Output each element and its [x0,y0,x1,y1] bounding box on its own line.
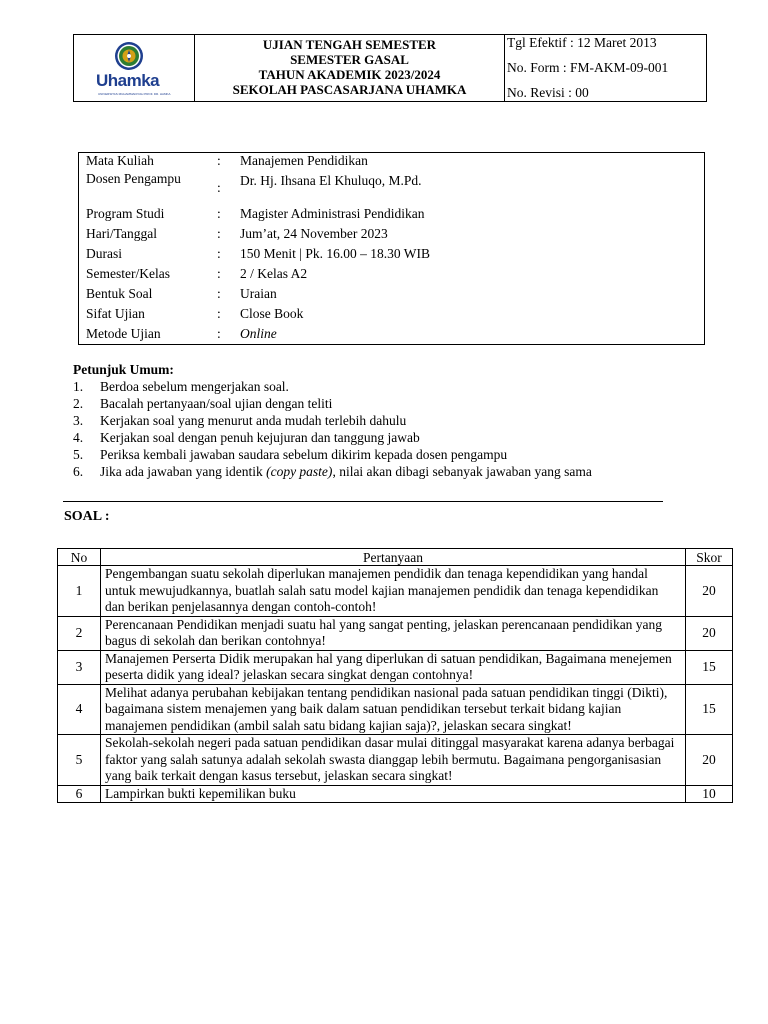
column-header-score: Skor [686,549,733,566]
table-row [58,785,733,803]
question-number: 3 [58,650,101,684]
course-info-value: 150 Menit | Pk. 16.00 – 18.30 WIB [240,246,430,261]
question-score: 15 [686,684,733,735]
question-score: 10 [686,785,733,803]
instruction-text: Periksa kembali jawaban saudara sebelum dikirim kepada dosen pengampu [100,447,508,462]
table-row [58,684,733,735]
instruction-text: Kerjakan soal dengan penuh kejujuran dan tanggung jawab [100,430,420,445]
instruction-number: 4. [73,430,84,445]
course-info-label: Semester/Kelas [86,266,170,281]
instruction-number: 6. [73,464,84,479]
instruction-text: Kerjakan soal yang menurut anda mudah terlebih dahulu [100,413,407,428]
course-info-value: Online [240,326,277,341]
instruction-number: 1. [73,379,84,394]
course-info-colon: : [217,246,221,261]
course-info-box [78,152,705,345]
copy-paste-emphasis: (copy paste) [266,464,333,479]
course-info-value: Manajemen Pendidikan [240,153,368,168]
instruction-number: 3. [73,413,84,428]
course-info-colon: : [217,206,221,221]
table-row [58,566,733,617]
course-info-colon: : [217,266,221,281]
question-text: Pengembangan suatu sekolah diperlukan manajemen pendidik dan tenaga kependidikan yang handal untuk mewujudkannya, buatlah salah satu model kajian manajemen pendidik dan tenaga kependidikan dan berikan penjelasannya dengan contoh-contoh! [101,566,686,617]
revision-number: No. Revisi : 00 [507,85,589,100]
course-info-label: Bentuk Soal [86,286,153,301]
course-info-label: Metode Ujian [86,326,161,341]
effective-date: Tgl Efektif : 12 Maret 2013 [507,35,657,50]
question-number: 5 [58,735,101,786]
questions-table [57,548,733,803]
course-info-colon: : [217,226,221,241]
question-text: Sekolah-sekolah negeri pada satuan pendidikan dasar mulai ditinggal masyarakat karena adanya berbagai faktor yang salah satunya adalah sekolah swasta dianggap lebih bermutu. Bagaimana pengorganisasian yang baik terkait dengan kasus tersebut, jelaskan secara singkat! [101,735,686,786]
school-name-line: SEKOLAH PASCASARJANA UHAMKA [232,82,467,97]
question-number: 1 [58,566,101,617]
table-row [58,650,733,684]
question-score: 20 [686,616,733,650]
instruction-text: Bacalah pertanyaan/soal ujian dengan teliti [100,396,333,411]
instruction-text: Jika ada jawaban yang identik (copy paste), nilai akan dibagi sebanyak jawaban yang sama [100,464,592,479]
course-info-colon: : [217,153,221,168]
question-text: Manajemen Perserta Didik merupakan hal yang diperlukan di satuan pendidikan, Bagaimana menejemen peserta didik yang ideal? jelaskan secara singkat dengan contohnya! [101,650,686,684]
question-text: Perencanaan Pendidikan menjadi suatu hal yang sangat penting, jelaskan perencanaan pendidikan yang bagus di sekolah dan berikan contohnya! [101,616,686,650]
course-info-label: Hari/Tanggal [86,226,158,241]
academic-year-line: TAHUN AKADEMIK 2023/2024 [258,67,441,82]
instructions-title: Petunjuk Umum: [73,362,174,377]
logo-wordmark: Uhamka [96,71,160,90]
course-info-value: Magister Administrasi Pendidikan [240,206,425,221]
course-info-value: Uraian [240,286,277,301]
form-info-block [505,35,706,101]
course-info-colon: : [217,326,221,341]
course-info-colon: : [217,286,221,301]
exam-title-line: UJIAN TENGAH SEMESTER [262,37,437,52]
course-info-value: 2 / Kelas A2 [240,266,308,281]
course-info-label: Sifat Ujian [86,306,145,321]
questions-section-title: SOAL : [64,509,110,524]
column-header-question: Pertanyaan [101,549,686,566]
question-number: 4 [58,684,101,735]
course-info-value: Dr. Hj. Ihsana El Khuluqo, M.Pd. [240,173,422,188]
table-header-row [58,549,733,566]
course-info-label: Dosen Pengampu [86,171,181,186]
course-info-colon: : [217,306,221,321]
course-info-colon: : [217,180,221,195]
instruction-text: Berdoa sebelum mengerjakan soal. [100,379,289,394]
column-header-no: No [58,549,101,566]
course-info-label: Durasi [86,246,122,261]
logo-cell [74,35,195,101]
question-text: Melihat adanya perubahan kebijakan tentang pendidikan nasional pada satuan pendidikan tinggi (Dikti), bagaimana sistem menajemen yang baik dalam satuan pendidikan tersebut terkait bidang kajian manajemen pendidikan (ambil salah satu bidang kajian saja)?, jelaskan secara singkat! [101,684,686,735]
question-number: 2 [58,616,101,650]
course-info-label: Program Studi [86,206,165,221]
instruction-number: 2. [73,396,84,411]
question-score: 20 [686,735,733,786]
question-score: 15 [686,650,733,684]
document-header [73,34,707,102]
semester-title-line: SEMESTER GASAL [290,52,409,67]
university-emblem-icon [114,41,144,71]
table-row [58,735,733,786]
question-text: Lampirkan bukti kepemilikan buku [101,785,686,803]
section-divider [63,501,663,502]
course-info-value: Close Book [240,306,304,321]
instruction-number: 5. [73,447,84,462]
table-row [58,616,733,650]
exam-title-block [195,35,505,101]
course-info-value: Jum’at, 24 November 2023 [240,226,388,241]
question-number: 6 [58,785,101,803]
question-score: 20 [686,566,733,617]
logo-subtext: UNIVERSITAS MUHAMMADIYAH PROF. DR. HAMKA [98,92,171,96]
form-number: No. Form : FM-AKM-09-001 [507,60,669,75]
course-info-label: Mata Kuliah [86,153,154,168]
